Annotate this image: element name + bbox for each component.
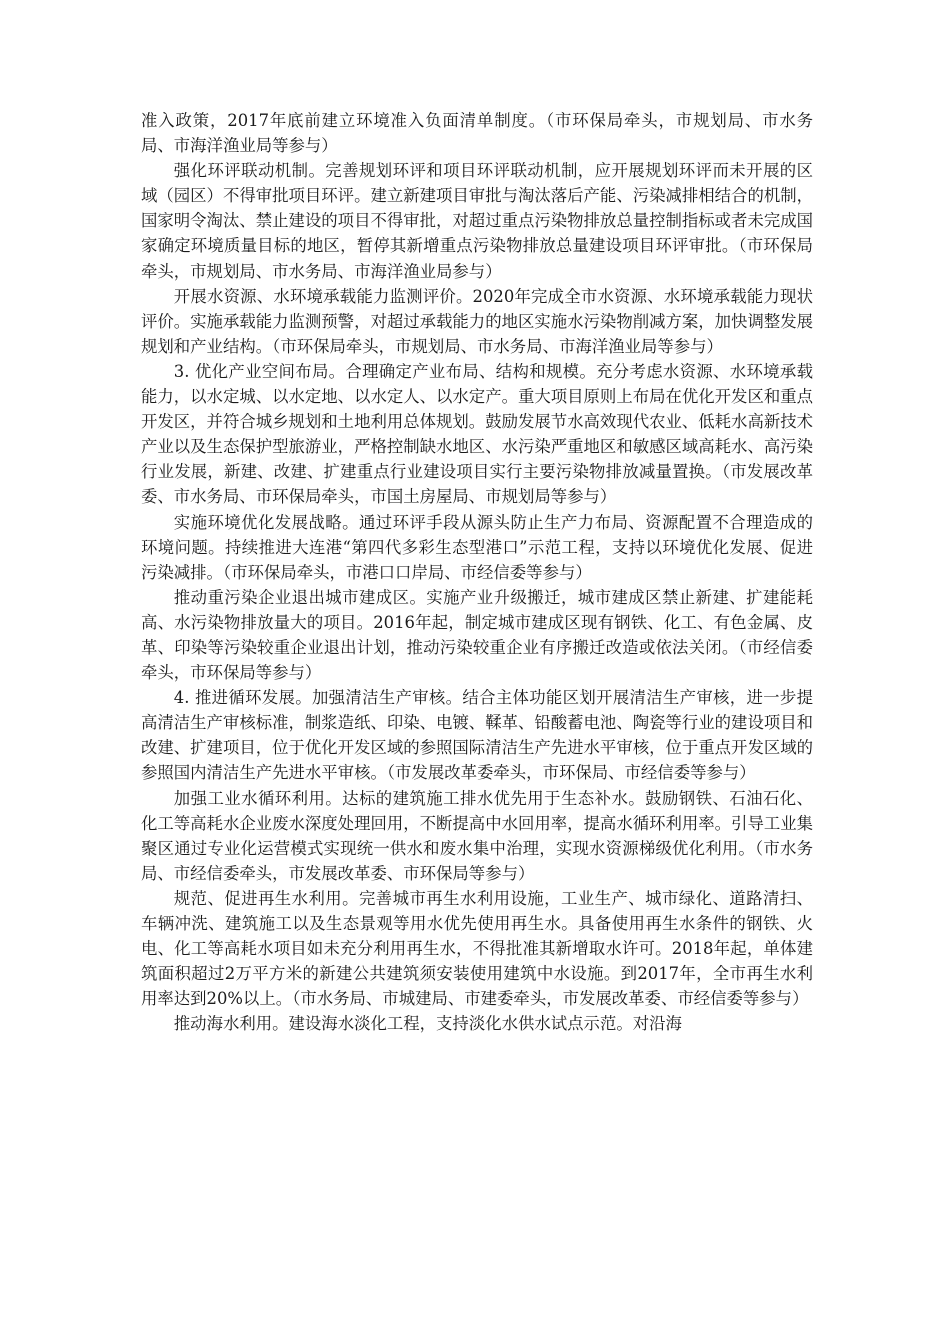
paragraph: 推动海水利用。建设海水淡化工程，支持淡化水供水试点示范。对沿海: [173, 1014, 682, 1034]
paragraph: 3. 优化产业空间布局。合理确定产业布局、结构和规模。充分考虑水资源、水环境承载能力，以水定城、以水定地、以水定人、以水定产。重大项目原则上布局在优化开发区和重点开发区，并符合城乡规划和土地利用总体规划。鼓励发展节水高效现代农业、低耗水高新技术产业以及生态保护型旅游业，严格控制缺水地区、水污染严重地区和敏感区域高耗水、高污染行业发展，新建、改建、扩建重点行业建设项目实行主要污染物排放减量置换。（市发展改革委、市水务局、市环保局牵头，市国土房屋局、市规划局等参与）: [141, 361, 814, 507]
paragraph: 实施环境优化发展战略。通过环评手段从源头防止生产力布局、资源配置不合理造成的环境问题。持续推进大连港“第四代多彩生态型港口”示范工程，支持以环境优化发展、促进污染减排。（市环保局牵头，市港口口岸局、市经信委等参与）: [141, 512, 813, 582]
paragraph: 4. 推进循环发展。加强清洁生产审核。结合主体功能区划开展清洁生产审核，进一步提高清洁生产审核标准，制浆造纸、印染、电镀、鞣革、铅酸蓄电池、陶瓷等行业的建设项目和改建、扩建项目，位于优化开发区域的参照国际清洁生产先进水平审核，位于重点开发区域的参照国内清洁生产先进水平审核。（市发展改革委牵头，市环保局、市经信委等参与）: [141, 688, 814, 783]
paragraph: 推动重污染企业退出城市建成区。实施产业升级搬迁，城市建成区禁止新建、扩建能耗高、水污染物排放量大的项目。2016年起，制定城市建成区现有钢铁、化工、有色金属、皮革、印染等污染较重企业退出计划，推动污染较重企业有序搬迁改造或依法关闭。（市经信委牵头，市环保局等参与）: [141, 587, 813, 683]
paragraph: 开展水资源、水环境承载能力监测评价。2020年完成全市水资源、水环境承载能力现状评价。实施承载能力监测预警，对超过承载能力的地区实施水污染物削减方案，加快调整发展规划和产业结构。（市环保局牵头，市规划局、市水务局、市海洋渔业局等参与）: [141, 286, 814, 356]
paragraph: 强化环评联动机制。完善规划环评和项目环评联动机制，应开展规划环评而未开展的区域（园区）不得审批项目环评。建立新建项目审批与淘汰落后产能、污染减排相结合的机制，国家明令淘汰、禁止建设的项目不得审批，对超过重点污染物排放总量控制指标或者未完成国家确定环境质量目标的地区，暂停其新增重点污染物排放总量建设项目环评审批。（市环保局牵头，市规划局、市水务局、市海洋渔业局参与）: [141, 161, 814, 281]
paragraph: 准入政策，2017年底前建立环境准入负面清单制度。（市环保局牵头，市规划局、市水务局、市海洋渔业局等参与）: [141, 111, 813, 156]
paragraph: 规范、促进再生水利用。完善城市再生水利用设施，工业生产、城市绿化、道路清扫、车辆冲洗、建筑施工以及生态景观等用水优先使用再生水。具备使用再生水条件的钢铁、火电、化工等高耗水项目如未充分利用再生水，不得批准其新增取水许可。2018年起，单体建筑面积超过2万平方米的新建公共建筑须安装使用建筑中水设施。到2017年，全市再生水利用率达到20%以上。（市水务局、市城建局、市建委牵头，市发展改革委、市经信委等参与）: [141, 888, 813, 1009]
document-body: [141, 108, 813, 1036]
paragraph: 加强工业水循环利用。达标的建筑施工排水优先用于生态补水。鼓励钢铁、石油石化、化工等高耗水企业废水深度处理回用，不断提高中水回用率，提高水循环利用率。引导工业集聚区通过专业化运营模式实现统一供水和废水集中治理，实现水资源梯级优化利用。（市水务局、市经信委牵头，市发展改革委、市环保局等参与）: [141, 788, 814, 883]
